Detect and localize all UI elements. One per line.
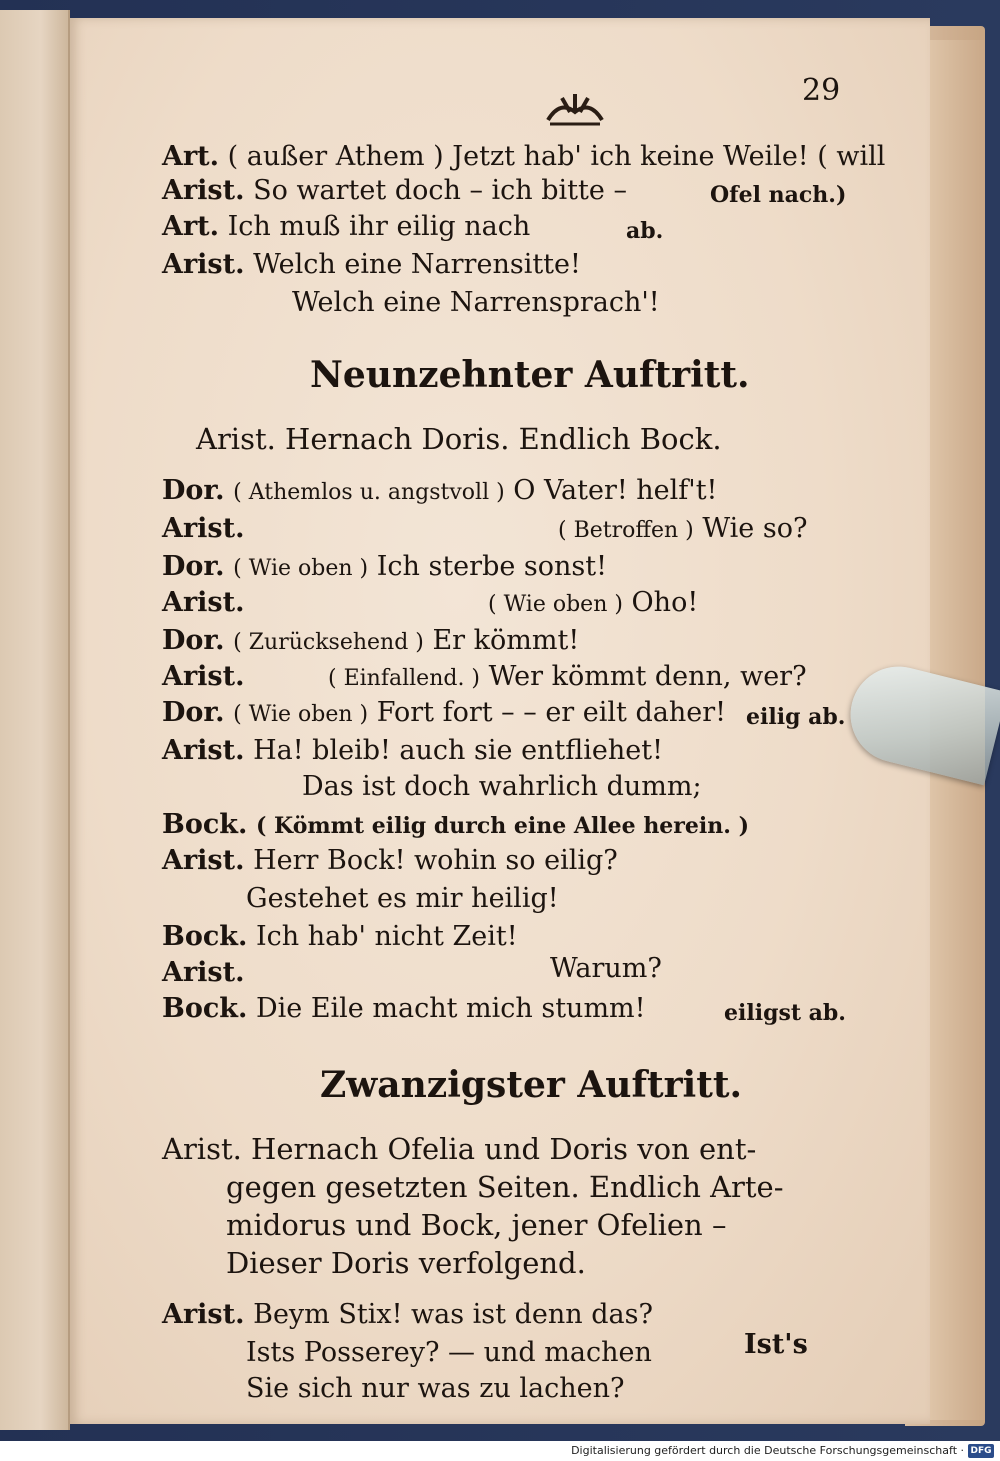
dialogue-line — [162, 696, 726, 732]
previous-page-edge — [0, 10, 70, 1430]
stage-direction: ( Wie oben ) — [233, 556, 369, 581]
dialogue-line — [162, 474, 717, 510]
scene-cast-line: Arist. Hernach Ofelia und Doris von ent- — [162, 1132, 757, 1166]
dialogue-text: Welch eine Narrensitte! — [253, 249, 581, 280]
dialogue-line — [162, 992, 646, 1026]
speaker: Arist. — [162, 249, 245, 280]
stage-direction: ( Wie oben ) — [488, 592, 623, 617]
dialogue-line — [162, 248, 581, 282]
dialogue-text: Herr Bock! wohin so eilig? — [253, 845, 618, 876]
dialogue-line-right — [488, 586, 698, 622]
stage-direction: eilig ab. — [746, 704, 846, 730]
dialogue-line — [162, 920, 518, 954]
dialogue-text: Welch eine Narrensprach'! — [292, 287, 660, 318]
dialogue-line — [162, 808, 749, 843]
dialogue-text: Er kömmt! — [432, 625, 580, 656]
stage-direction: ( Wie oben ) — [233, 702, 369, 727]
catchword: Ist's — [744, 1329, 808, 1360]
stage-direction: eiligst ab. — [724, 1000, 846, 1026]
dialogue-line — [162, 550, 607, 586]
page-number: 29 — [802, 73, 841, 108]
scene-cast: Arist. Hernach Doris. Endlich Bock. — [196, 422, 722, 456]
dialogue-line — [162, 660, 245, 694]
speaker: Arist. — [162, 735, 245, 766]
dialogue-line — [162, 512, 245, 546]
speaker: Arist. — [162, 175, 245, 206]
book-page — [70, 18, 930, 1424]
dialogue-line — [162, 174, 627, 208]
scene-cast-line: Dieser Doris verfolgend. — [226, 1246, 586, 1280]
dialogue-text: Wer kömmt denn, wer? — [488, 661, 807, 692]
scene-cast-line: midorus und Bock, jener Ofelien – — [226, 1208, 727, 1242]
speaker: Arist. — [162, 957, 245, 988]
speaker: Arist. — [162, 661, 245, 692]
dialogue-text: Ich muß ihr eilig nach — [227, 211, 531, 242]
speaker: Art. — [162, 211, 220, 242]
dialogue-line — [162, 624, 579, 660]
dialogue-text: ( außer Athem ) Jetzt hab' ich keine Weile! ( will — [227, 141, 886, 172]
dialogue-line — [162, 140, 885, 174]
footer-credit: Digitalisierung gefördert durch die Deutsche Forschungsgemeinschaft · — [571, 1444, 964, 1457]
stage-direction: Ofel nach.) — [710, 182, 847, 208]
speaker: Arist. — [162, 587, 245, 618]
dialogue-text: Warum? — [550, 953, 662, 984]
dialogue-text: Beym Stix! was ist denn das? — [253, 1299, 653, 1330]
stage-direction: ab. — [626, 218, 664, 244]
speaker: Arist. — [162, 1299, 245, 1330]
dialogue-line — [162, 844, 618, 878]
speaker: Dor. — [162, 625, 225, 656]
floral-ornament-icon — [540, 90, 610, 128]
dialogue-line — [246, 1336, 652, 1370]
stage-direction: ( Kömmt eilig durch eine Allee herein. ) — [255, 813, 749, 839]
speaker: Bock. — [162, 809, 248, 840]
speaker: Dor. — [162, 697, 225, 728]
dialogue-line-right — [558, 512, 807, 548]
dialogue-text: Gestehet es mir heilig! — [246, 883, 559, 914]
dialogue-text: Die Eile macht mich stumm! — [255, 993, 646, 1024]
speaker: Dor. — [162, 475, 225, 506]
dialogue-text: Ich hab' nicht Zeit! — [255, 921, 518, 952]
scene-cast-line: gegen gesetzten Seiten. Endlich Arte- — [226, 1170, 784, 1204]
dialogue-text: Wie so? — [702, 513, 808, 544]
speaker: Bock. — [162, 993, 248, 1024]
dialogue-line — [162, 210, 530, 244]
dfg-logo: DFG — [968, 1444, 994, 1458]
speaker: Art. — [162, 141, 220, 172]
dialogue-text: So wartet doch – ich bitte – — [253, 175, 627, 206]
stage-direction: ( Betroffen ) — [558, 518, 694, 543]
speaker: Arist. — [162, 845, 245, 876]
footer-bar — [0, 1441, 1000, 1461]
dialogue-text: Das ist doch wahrlich dumm; — [302, 771, 702, 802]
dialogue-text: Ich sterbe sonst! — [376, 551, 607, 582]
speaker: Bock. — [162, 921, 248, 952]
dialogue-text: Ha! bleib! auch sie entfliehet! — [253, 735, 663, 766]
dialogue-text: O Vater! helf't! — [513, 475, 718, 506]
stage-direction: ( Athemlos u. angstvoll ) — [233, 480, 505, 505]
dialogue-line — [162, 1298, 653, 1332]
dialogue-line-right — [328, 660, 807, 696]
scene-heading: Zwanzigster Auftritt. — [320, 1064, 743, 1106]
dialogue-text: Ists Posserey? — und machen — [246, 1337, 652, 1368]
dialogue-line — [292, 286, 660, 320]
dialogue-line — [162, 956, 245, 990]
dialogue-line — [246, 882, 559, 916]
dialogue-text: Sie sich nur was zu lachen? — [246, 1373, 625, 1404]
stage-direction: ( Einfallend. ) — [328, 666, 481, 691]
dialogue-text: Oho! — [631, 587, 699, 618]
speaker: Arist. — [162, 513, 245, 544]
dialogue-line — [162, 734, 663, 768]
dialogue-line — [162, 586, 245, 620]
dialogue-text: Fort fort – – er eilt daher! — [376, 697, 726, 728]
dialogue-line — [246, 1372, 624, 1406]
stage-direction: ( Zurücksehend ) — [233, 630, 424, 655]
scene-heading: Neunzehnter Auftritt. — [310, 354, 750, 396]
speaker: Dor. — [162, 551, 225, 582]
dialogue-line — [302, 770, 702, 804]
